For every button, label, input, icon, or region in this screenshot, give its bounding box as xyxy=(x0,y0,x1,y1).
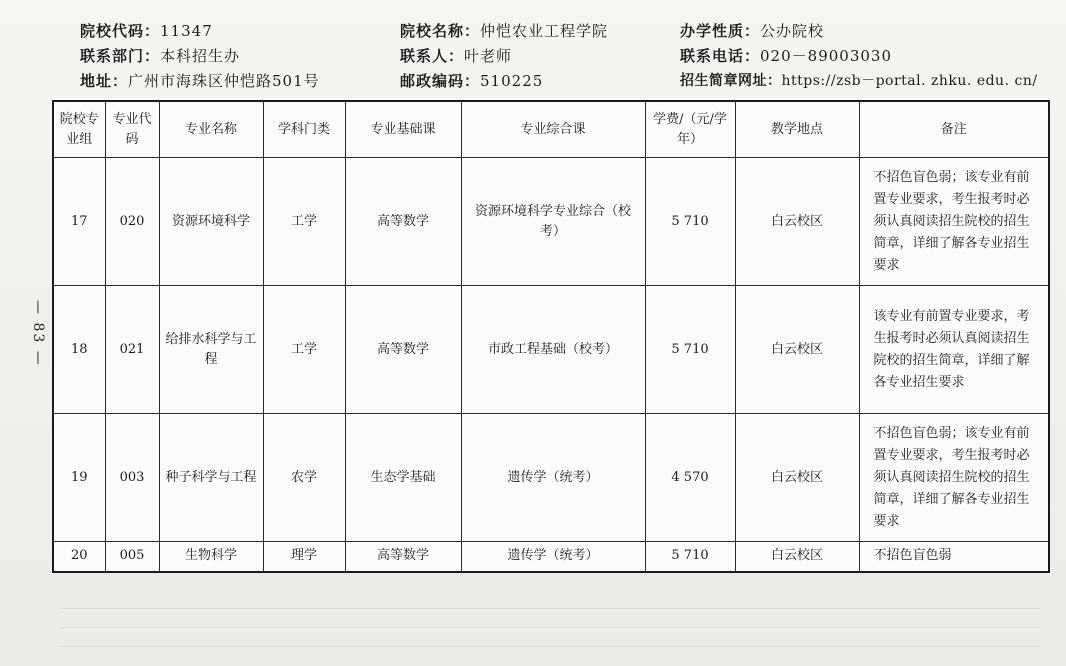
cell-name: 种子科学与工程 xyxy=(159,414,263,542)
contact-dept-field: 联系部门：本科招生办 xyxy=(80,47,241,65)
cell-code: 005 xyxy=(105,542,159,572)
table-header-row xyxy=(53,101,1049,158)
cell-fee: 5 710 xyxy=(645,286,735,414)
header-campus: 教学地点 xyxy=(735,101,859,158)
table-row xyxy=(53,286,1049,414)
cell-code: 020 xyxy=(105,158,159,286)
table-row xyxy=(53,158,1049,286)
header-name: 专业名称 xyxy=(159,101,263,158)
cell-basic: 高等数学 xyxy=(345,158,461,286)
cell-group: 18 xyxy=(53,286,105,414)
cell-notes: 不招色盲色弱；该专业有前置专业要求，考生报考时必须认真阅读招生院校的招生简章，详细了解各专业招生要求 xyxy=(859,414,1049,542)
cell-category: 理学 xyxy=(263,542,345,572)
cell-fee: 4 570 xyxy=(645,414,735,542)
admission-table xyxy=(52,100,1050,573)
cell-group: 19 xyxy=(53,414,105,542)
cell-campus: 白云校区 xyxy=(735,158,859,286)
cell-notes: 不招色盲色弱 xyxy=(859,542,1049,572)
address-field: 地址：广州市海珠区仲恺路501号 xyxy=(80,72,320,90)
cell-name: 资源环境科学 xyxy=(159,158,263,286)
header-basic: 专业基础课 xyxy=(345,101,461,158)
cell-category: 工学 xyxy=(263,158,345,286)
cell-group: 20 xyxy=(53,542,105,572)
contact-person-field: 联系人：叶老师 xyxy=(400,47,513,65)
school-info-header xyxy=(0,0,1066,100)
school-code-field: 院校代码：11347 xyxy=(80,22,213,40)
cell-code: 021 xyxy=(105,286,159,414)
faded-bleedthrough xyxy=(60,590,1040,650)
cell-comprehensive: 市政工程基础（校考） xyxy=(461,286,645,414)
cell-basic: 高等数学 xyxy=(345,542,461,572)
school-name-field: 院校名称：仲恺农业工程学院 xyxy=(400,22,609,40)
cell-campus: 白云校区 xyxy=(735,542,859,572)
cell-category: 工学 xyxy=(263,286,345,414)
school-nature-field: 办学性质：公办院校 xyxy=(680,22,825,40)
cell-name: 生物科学 xyxy=(159,542,263,572)
header-comprehensive: 专业综合课 xyxy=(461,101,645,158)
cell-campus: 白云校区 xyxy=(735,414,859,542)
cell-fee: 5 710 xyxy=(645,542,735,572)
header-code: 专业代码 xyxy=(105,101,159,158)
cell-comprehensive: 遗传学（统考） xyxy=(461,414,645,542)
table-row xyxy=(53,542,1049,572)
cell-fee: 5 710 xyxy=(645,158,735,286)
cell-basic: 高等数学 xyxy=(345,286,461,414)
cell-basic: 生态学基础 xyxy=(345,414,461,542)
table-row xyxy=(53,414,1049,542)
page-number: — 83 — xyxy=(30,300,46,367)
contact-phone-field: 联系电话：020－89003030 xyxy=(680,47,892,65)
cell-comprehensive: 遗传学（统考） xyxy=(461,542,645,572)
header-category: 学科门类 xyxy=(263,101,345,158)
cell-notes: 不招色盲色弱；该专业有前置专业要求，考生报考时必须认真阅读招生院校的招生简章，详细了解各专业招生要求 xyxy=(859,158,1049,286)
header-notes: 备注 xyxy=(859,101,1049,158)
header-group: 院校专业组 xyxy=(53,101,105,158)
cell-group: 17 xyxy=(53,158,105,286)
cell-code: 003 xyxy=(105,414,159,542)
cell-name: 给排水科学与工程 xyxy=(159,286,263,414)
postcode-field: 邮政编码：510225 xyxy=(400,72,544,90)
website-field: 招生简章网址：https://zsb－portal. zhku. edu. cn/ xyxy=(680,73,1038,89)
cell-comprehensive: 资源环境科学专业综合（校考） xyxy=(461,158,645,286)
cell-category: 农学 xyxy=(263,414,345,542)
cell-campus: 白云校区 xyxy=(735,286,859,414)
cell-notes: 该专业有前置专业要求，考生报考时必须认真阅读招生院校的招生简章，详细了解各专业招生要求 xyxy=(859,286,1049,414)
header-fee: 学费/（元/学年） xyxy=(645,101,735,158)
